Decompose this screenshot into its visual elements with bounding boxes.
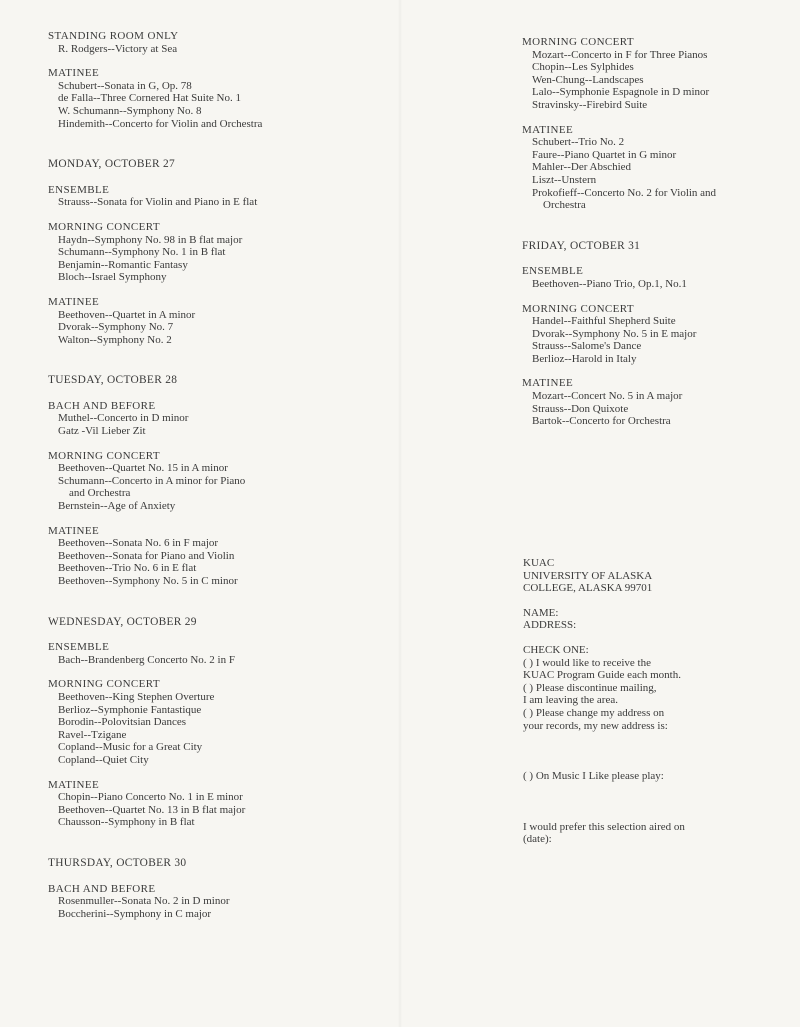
- mailing-form: [523, 557, 773, 846]
- program-block: [48, 296, 378, 346]
- music-request-option[interactable]: ( ) On Music I Like please play:: [523, 770, 664, 783]
- option-receive-guide[interactable]: ( ) I would like to receive the: [523, 656, 651, 669]
- program-item: Handel--Faithful Shepherd Suite: [532, 315, 676, 328]
- program-item: Schubert--Trio No. 2: [532, 136, 625, 149]
- program-item: Mahler--Der Abschied: [532, 161, 632, 174]
- program-block: [48, 221, 378, 284]
- option-receive-guide-cont: KUAC Program Guide each month.: [523, 669, 681, 682]
- program-item: Bernstein--Age of Anxiety: [58, 500, 176, 513]
- program-item: Bach--Brandenberg Concerto No. 2 in F: [58, 653, 235, 666]
- program-item: Schumann--Concerto in A minor for Piano and Orchestra: [58, 474, 246, 500]
- program-item: Schumann--Symphony No. 1 in B flat: [58, 246, 226, 259]
- program-item: Strauss--Salome's Dance: [532, 340, 642, 353]
- option-change-address[interactable]: ( ) Please change my address on: [523, 706, 665, 719]
- program-heading: MORNING CONCERT: [48, 449, 160, 462]
- program-heading: MATINEE: [522, 377, 574, 390]
- program-heading: ENSEMBLE: [48, 641, 110, 654]
- program-block: [522, 265, 792, 290]
- left-column: [48, 30, 378, 932]
- program-item: Beethoven--King Stephen Overture: [58, 690, 215, 703]
- program-item: Hindemith--Concerto for Violin and Orchestra: [58, 117, 263, 130]
- program-item: Mozart--Concert No. 5 in A major: [532, 390, 683, 403]
- program-item: de Falla--Three Cornered Hat Suite No. 1: [58, 92, 241, 105]
- station-address: COLLEGE, ALASKA 99701: [523, 582, 653, 595]
- program-block: [48, 678, 378, 766]
- program-heading: BACH AND BEFORE: [48, 399, 156, 412]
- program-heading: ENSEMBLE: [522, 265, 584, 278]
- program-item: Beethoven--Quartet No. 15 in A minor: [58, 462, 228, 475]
- program-item: Rosenmuller--Sonata No. 2 in D minor: [58, 895, 230, 908]
- program-item: Beethoven--Sonata No. 6 in F major: [58, 537, 219, 550]
- address-field-label[interactable]: ADDRESS:: [523, 619, 577, 632]
- program-item: Muthel--Concerto in D minor: [58, 412, 189, 425]
- program-item: Lalo--Symphonie Espagnole in D minor: [532, 86, 710, 99]
- program-item: Bloch--Israel Symphony: [58, 271, 167, 284]
- program-block: [48, 184, 378, 209]
- program-item: Beethoven--Symphony No. 5 in C minor: [58, 575, 238, 587]
- program-block: [522, 36, 792, 112]
- program-item: Boccherini--Symphony in C major: [58, 907, 212, 920]
- program-item: Beethoven--Piano Trio, Op.1, No.1: [532, 277, 687, 290]
- program-heading: STANDING ROOM ONLY: [48, 30, 179, 42]
- program-item: Strauss--Don Quixote: [532, 402, 629, 415]
- program-item: Chopin--Les Sylphides: [532, 61, 634, 74]
- program-block: [48, 525, 378, 588]
- program-item: Dvorak--Symphony No. 7: [58, 321, 174, 334]
- program-heading: MORNING CONCERT: [522, 302, 634, 315]
- program-item: Stravinsky--Firebird Suite: [532, 98, 648, 111]
- university-name: UNIVERSITY OF ALASKA: [523, 569, 653, 582]
- program-item: Strauss--Sonata for Violin and Piano in E flat: [58, 196, 258, 209]
- program-heading: MATINEE: [522, 123, 574, 136]
- program-block: [522, 124, 792, 212]
- program-item: Berlioz--Symphonie Fantastique: [58, 703, 202, 716]
- program-item: Beethoven--Trio No. 6 in E flat: [58, 562, 197, 575]
- program-item: Wen-Chung--Landscapes: [532, 73, 644, 86]
- program-item: Dvorak--Symphony No. 5 in E major: [532, 327, 697, 340]
- program-item: Chopin--Piano Concerto No. 1 in E minor: [58, 791, 243, 804]
- option-discontinue[interactable]: ( ) Please discontinue mailing,: [523, 681, 657, 694]
- program-item: W. Schumann--Symphony No. 8: [58, 104, 202, 117]
- program-item: Beethoven--Quartet in A minor: [58, 308, 196, 321]
- page-fold: [398, 0, 402, 1027]
- day-title: FRIDAY, OCTOBER 31: [522, 239, 641, 252]
- program-item: Prokofieff--Concerto No. 2 for Violin and Orchestra: [532, 186, 717, 212]
- program-heading: MATINEE: [48, 524, 100, 537]
- program-block: [48, 779, 378, 829]
- day-title: WEDNESDAY, OCTOBER 29: [48, 615, 197, 628]
- program-heading: MORNING CONCERT: [522, 36, 634, 48]
- program-item: Beethoven--Sonata for Piano and Violin: [58, 549, 235, 562]
- program-block: [48, 883, 378, 921]
- program-block: [522, 303, 792, 366]
- program-heading: MATINEE: [48, 67, 100, 80]
- station-name: KUAC: [523, 557, 555, 569]
- program-item: Bartok--Concerto for Orchestra: [532, 415, 671, 428]
- day-title: THURSDAY, OCTOBER 30: [48, 856, 187, 869]
- program-item: Haydn--Symphony No. 98 in B flat major: [58, 233, 243, 246]
- program-block: [522, 377, 792, 427]
- program-item: Walton--Symphony No. 2: [58, 333, 172, 346]
- program-heading: ENSEMBLE: [48, 183, 110, 196]
- program-item: Copland--Quiet City: [58, 753, 149, 766]
- right-column: [522, 36, 792, 440]
- program-item: Copland--Music for a Great City: [58, 741, 203, 754]
- name-field-label[interactable]: NAME:: [523, 606, 559, 619]
- program-block: [48, 450, 378, 513]
- program-block: [48, 641, 378, 666]
- program-item: Gatz -Vil Lieber Zit: [58, 425, 146, 438]
- day-title: TUESDAY, OCTOBER 28: [48, 374, 178, 387]
- program-block: [48, 67, 378, 130]
- program-item: Benjamin--Romantic Fantasy: [58, 258, 188, 271]
- check-one-label: CHECK ONE:: [523, 643, 589, 656]
- program-heading: MORNING CONCERT: [48, 678, 160, 691]
- program-item: R. Rodgers--Victory at Sea: [58, 42, 178, 55]
- day-title: MONDAY, OCTOBER 27: [48, 158, 176, 171]
- preferred-date-field[interactable]: (date):: [523, 833, 552, 846]
- option-change-address-cont: your records, my new address is:: [523, 719, 668, 732]
- program-block: [48, 400, 378, 438]
- program-item: Chausson--Symphony in B flat: [58, 816, 195, 829]
- program-item: Mozart--Concerto in F for Three Pianos: [532, 48, 708, 61]
- program-item: Beethoven--Quartet No. 13 in B flat major: [58, 803, 246, 816]
- program-item: Ravel--Tzigane: [58, 728, 127, 741]
- program-item: Borodin--Polovitsian Dances: [58, 716, 187, 729]
- program-item: Faure--Piano Quartet in G minor: [532, 148, 677, 161]
- preferred-date-label: I would prefer this selection aired on: [523, 820, 685, 833]
- option-discontinue-cont: I am leaving the area.: [523, 694, 618, 707]
- program-item: Berlioz--Harold in Italy: [532, 352, 637, 365]
- program-item: Schubert--Sonata in G, Op. 78: [58, 79, 192, 92]
- program-heading: BACH AND BEFORE: [48, 882, 156, 895]
- program-heading: MATINEE: [48, 778, 100, 791]
- program-item: Liszt--Unstern: [532, 173, 597, 186]
- program-heading: MORNING CONCERT: [48, 220, 160, 233]
- program-block: [48, 30, 378, 55]
- program-heading: MATINEE: [48, 295, 100, 308]
